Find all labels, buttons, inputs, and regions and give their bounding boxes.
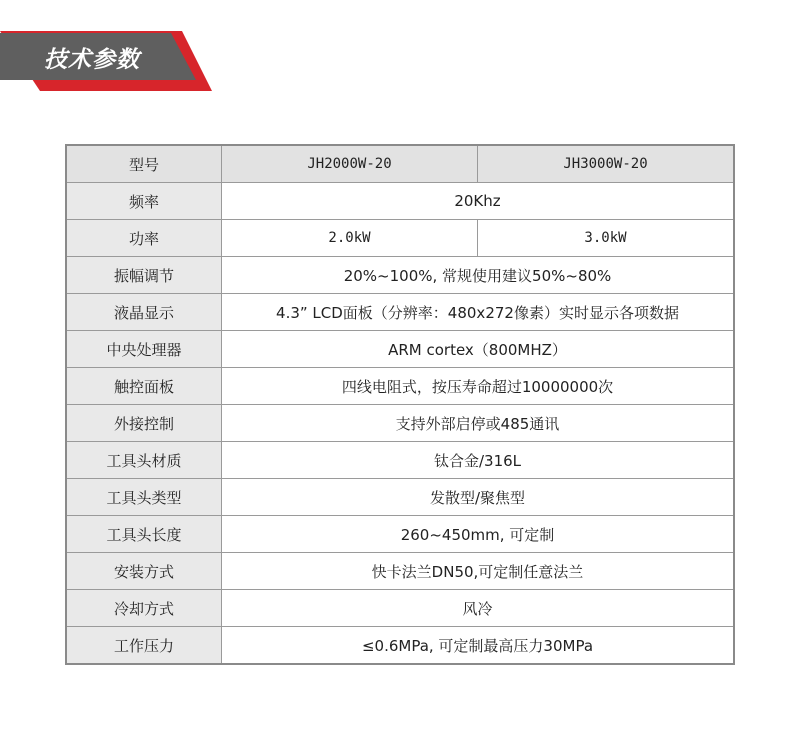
row-label: 工作压力 (66, 627, 222, 665)
section-header (0, 0, 790, 100)
row-value: 260~450mm, 可定制 (222, 516, 735, 553)
table-row (66, 516, 734, 553)
section-title: 技术参数 (44, 47, 140, 73)
row-value: 4.3” LCD面板（分辨率：480x272像素）实时显示各项数据 (222, 294, 735, 331)
table-row (66, 257, 734, 294)
row-value: 2.0kW (222, 220, 478, 257)
table-row (66, 331, 734, 368)
model-cell: JH2000W-20 (222, 145, 478, 183)
table-row (66, 183, 734, 220)
row-value: 风冷 (222, 590, 735, 627)
row-label: 液晶显示 (66, 294, 222, 331)
row-value: 快卡法兰DN50,可定制任意法兰 (222, 553, 735, 590)
row-value: 3.0kW (478, 220, 735, 257)
table-row (66, 627, 734, 665)
row-value: 支持外部启停或485通讯 (222, 405, 735, 442)
table-row (66, 294, 734, 331)
row-label: 中央处理器 (66, 331, 222, 368)
row-label: 安装方式 (66, 553, 222, 590)
table-row (66, 590, 734, 627)
row-label: 振幅调节 (66, 257, 222, 294)
table-header-row (66, 145, 734, 183)
table-row (66, 368, 734, 405)
row-value: ARM cortex（800MHZ） (222, 331, 735, 368)
table-row (66, 553, 734, 590)
row-label: 冷却方式 (66, 590, 222, 627)
table-row (66, 220, 734, 257)
table-row (66, 479, 734, 516)
table-row (66, 405, 734, 442)
row-value: 20%~100%, 常规使用建议50%~80% (222, 257, 735, 294)
spec-table (65, 144, 735, 665)
row-value: 20Khz (222, 183, 735, 220)
row-label: 外接控制 (66, 405, 222, 442)
row-label: 工具头材质 (66, 442, 222, 479)
row-label: 工具头长度 (66, 516, 222, 553)
row-value: 钛合金/316L (222, 442, 735, 479)
row-value: 发散型/聚焦型 (222, 479, 735, 516)
model-cell: JH3000W-20 (478, 145, 735, 183)
row-value: ≤0.6MPa, 可定制最高压力30MPa (222, 627, 735, 665)
model-label: 型号 (66, 145, 222, 183)
row-label: 工具头类型 (66, 479, 222, 516)
row-value: 四线电阻式，按压寿命超过10000000次 (222, 368, 735, 405)
table-row (66, 442, 734, 479)
row-label: 功率 (66, 220, 222, 257)
row-label: 触控面板 (66, 368, 222, 405)
row-label: 频率 (66, 183, 222, 220)
